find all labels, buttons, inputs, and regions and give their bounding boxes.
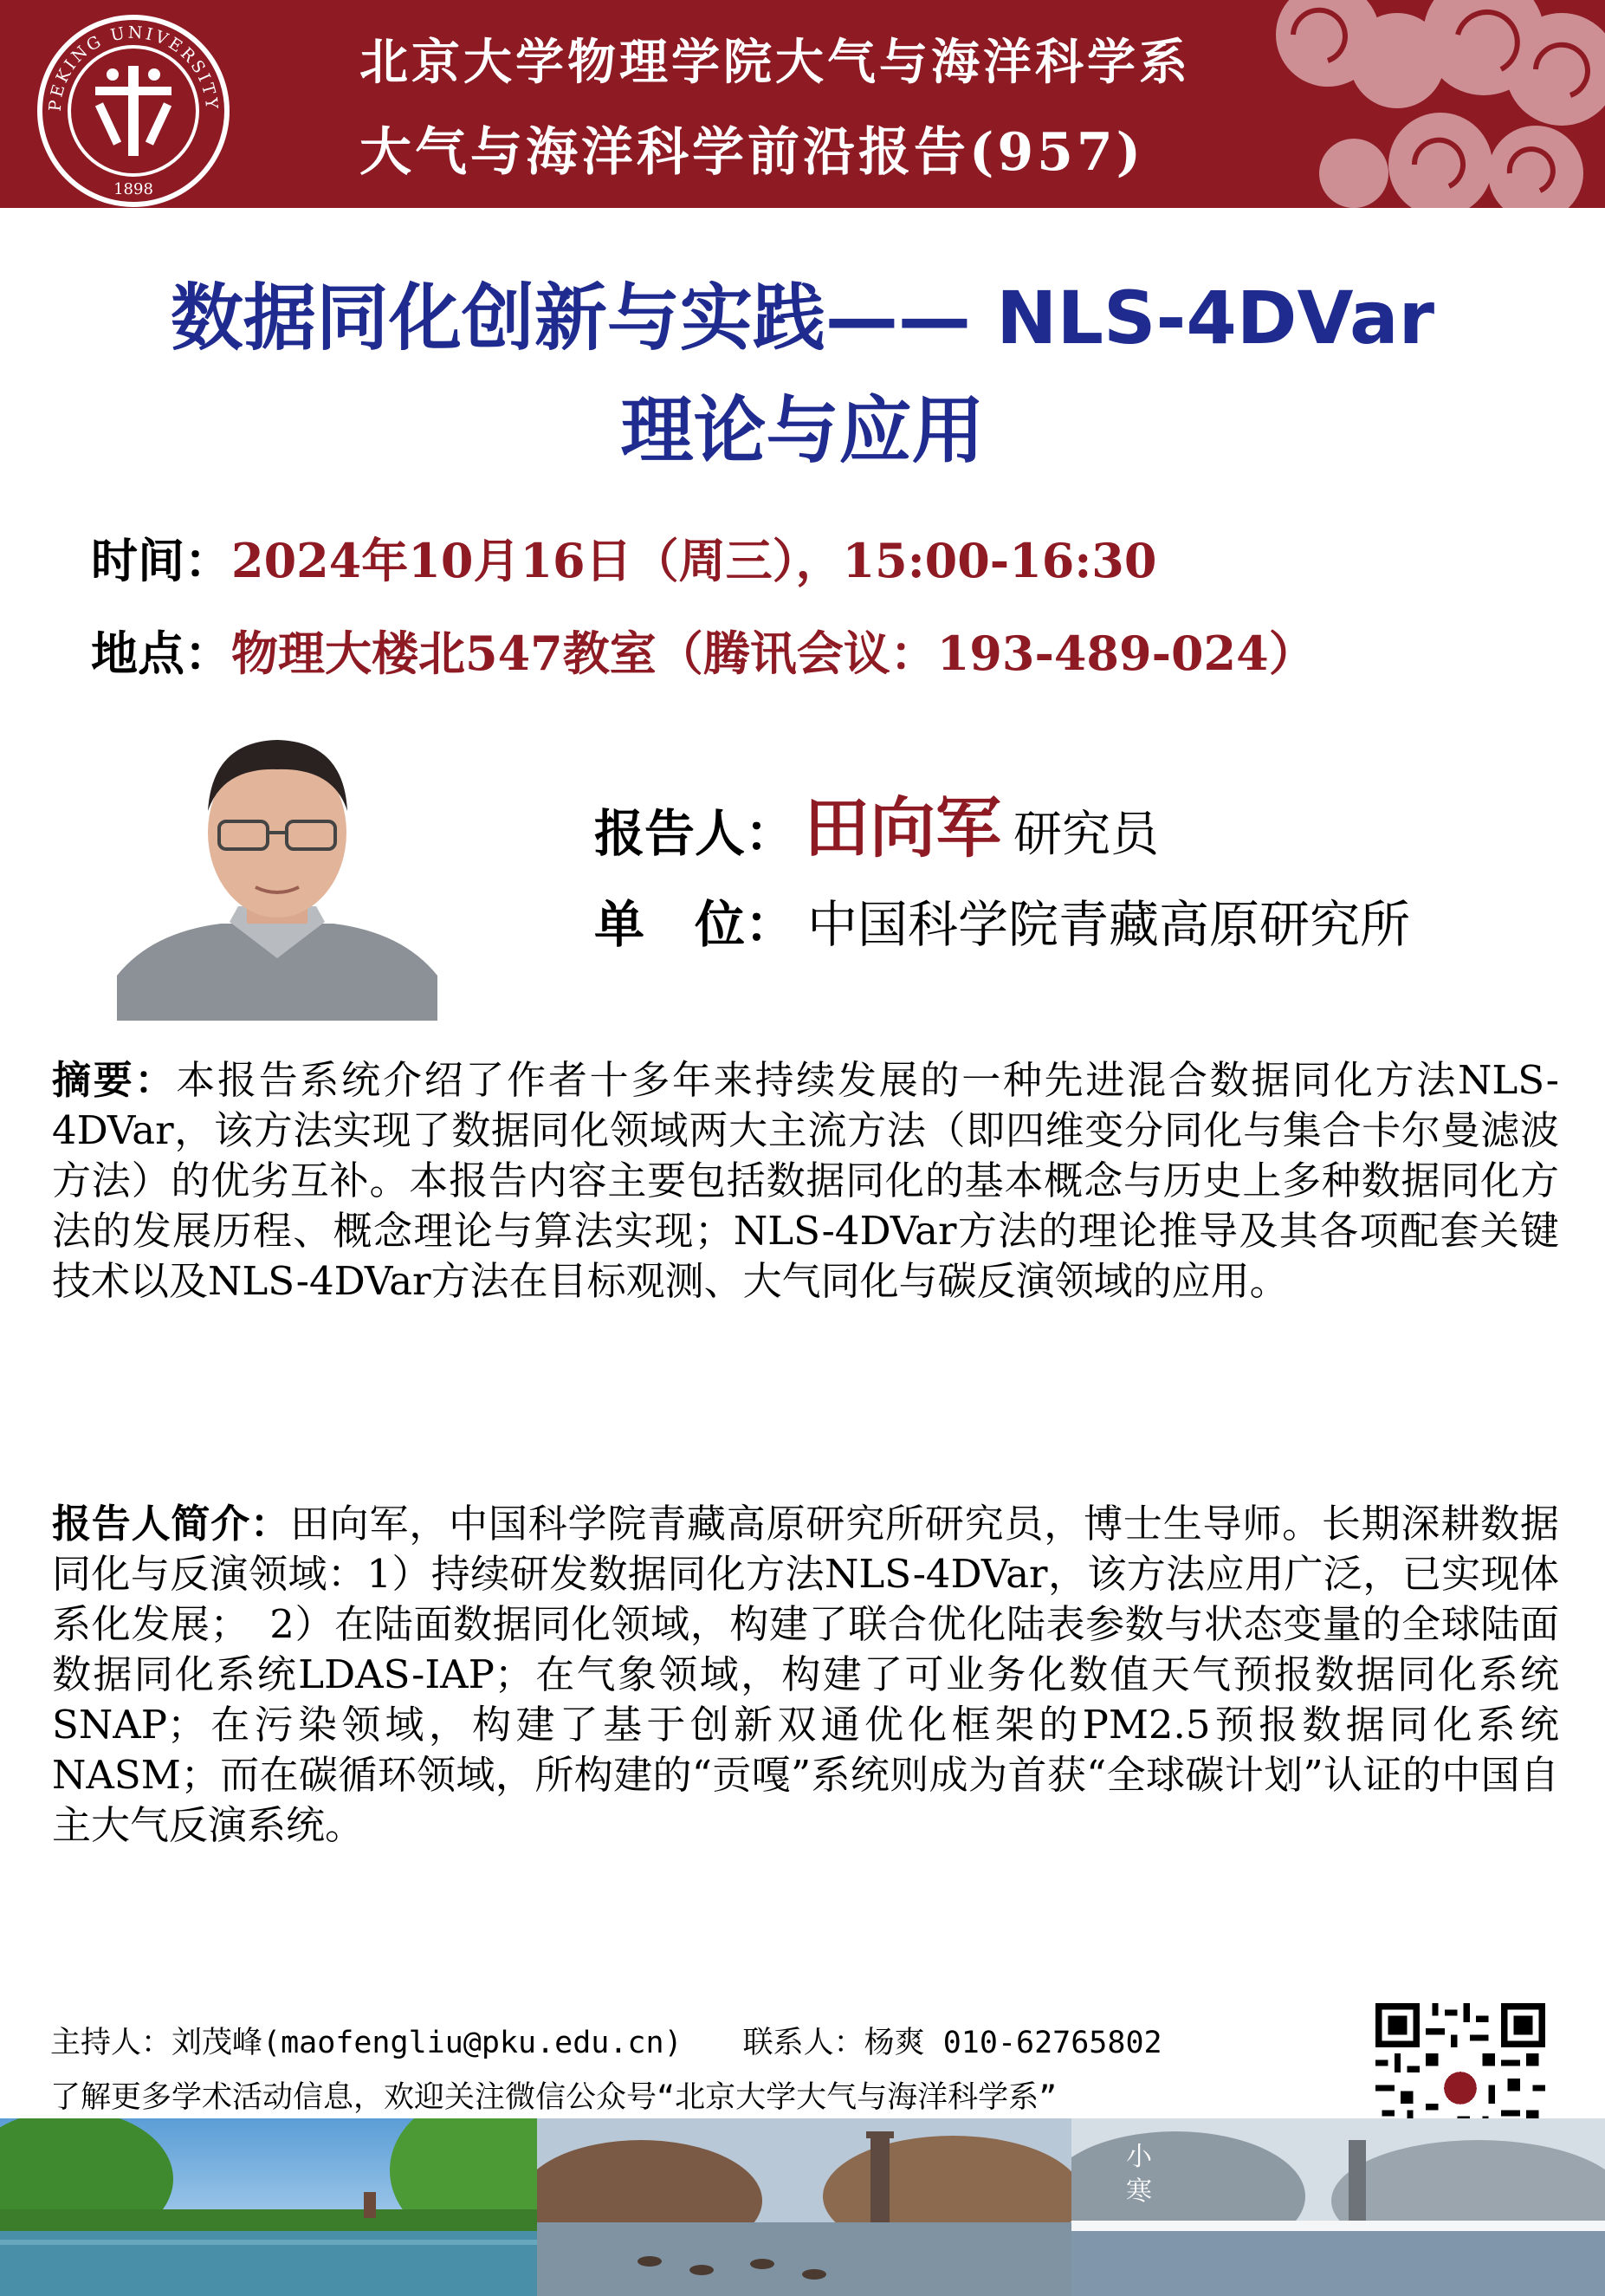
abstract-label: 摘要： <box>52 1057 177 1103</box>
photo-caption: 小寒 <box>1126 2142 1152 2207</box>
department-name: 北京大学物理学院大气与海洋科学系 <box>359 34 1191 91</box>
header-banner <box>0 0 1605 208</box>
affiliation-label: 单 位： <box>594 895 796 954</box>
place-label: 地点： <box>91 626 231 681</box>
abstract-paragraph <box>52 1055 1559 1307</box>
contact-info: 联系人：杨爽 010-62765802 <box>742 2026 1162 2060</box>
speaker-label: 报告人： <box>594 804 796 863</box>
auspicious-cloud-pattern <box>1224 0 1605 208</box>
campus-photo-summer <box>0 2118 537 2296</box>
affiliation-row <box>594 884 1410 957</box>
svg-text:1898: 1898 <box>113 180 153 198</box>
bio-text: 田向军，中国科学院青藏高原研究所研究员，博士生导师。长期深耕数据同化与反演领域：1）持续研发数据同化方法NLS-4DVar，该方法应用广泛，已实现体系化发展； 2）在陆面数据同化领域，构建了联合优化陆表参数与状态变量的全球陆面数据同化系统LDAS-IAP；在气象领域，构建了可业务化数值天气预报数据同化系统SNAP；在污染领域，构建了基于创新双通优化框架的PM2.5预报数据同化系统NASM；而在碳循环领域，所构建的“贡嘎”系统则成为首获“全球碳计划”认证的中国自主大气反演系统。 <box>52 1501 1559 1848</box>
time-value: 2024年10月16日（周三），15:00-16:30 <box>231 533 1157 588</box>
speaker-rank: 研究员 <box>1013 807 1160 863</box>
time-label: 时间： <box>91 534 231 588</box>
speaker-name: 田向军 <box>804 789 1002 866</box>
bio-label: 报告人简介： <box>52 1501 290 1547</box>
bio-paragraph <box>52 1499 1559 1851</box>
wechat-note: 了解更多学术活动信息，欢迎关注微信公众号“北京大学大气与海洋科学系” <box>50 2080 1058 2115</box>
speaker-row <box>594 775 1159 870</box>
time-row <box>91 524 1156 591</box>
abstract-text: 本报告系统介绍了作者十多年来持续发展的一种先进混合数据同化方法NLS-4DVar，该方法实现了数据同化领域两大主流方法（即四维变分同化与集合卡尔曼滤波方法）的优劣互补。本报告内容主要包括数据同化的基本概念与历史上多种数据同化方法的发展历程、概念理论与算法实现；NLS-4DVar方法的理论推导及其各项配套关键技术以及NLS-4DVar方法在目标观测、大气同化与碳反演领域的应用。 <box>52 1057 1559 1304</box>
place-row <box>91 617 1316 684</box>
peking-university-logo <box>35 12 232 208</box>
place-value: 物理大楼北547教室（腾讯会议：193-489-024） <box>231 626 1316 681</box>
speaker-photo <box>117 716 437 1021</box>
lecture-series: 大气与海洋科学前沿报告(957) <box>359 122 1145 183</box>
campus-photo-autumn <box>537 2118 1071 2296</box>
host-info: 主持人：刘茂峰(maofengliu@pku.edu.cn) <box>50 2026 683 2060</box>
talk-title-line2: 理论与应用 <box>620 388 985 473</box>
affiliation-value: 中国科学院青藏高原研究所 <box>807 895 1411 954</box>
footer-contact-row <box>50 2019 1162 2062</box>
svg-text:PEKING UNIVERSITY: PEKING UNIVERSITY <box>45 23 222 113</box>
talk-title-line1: 数据同化创新与实践—— NLS-4DVar <box>170 276 1435 360</box>
